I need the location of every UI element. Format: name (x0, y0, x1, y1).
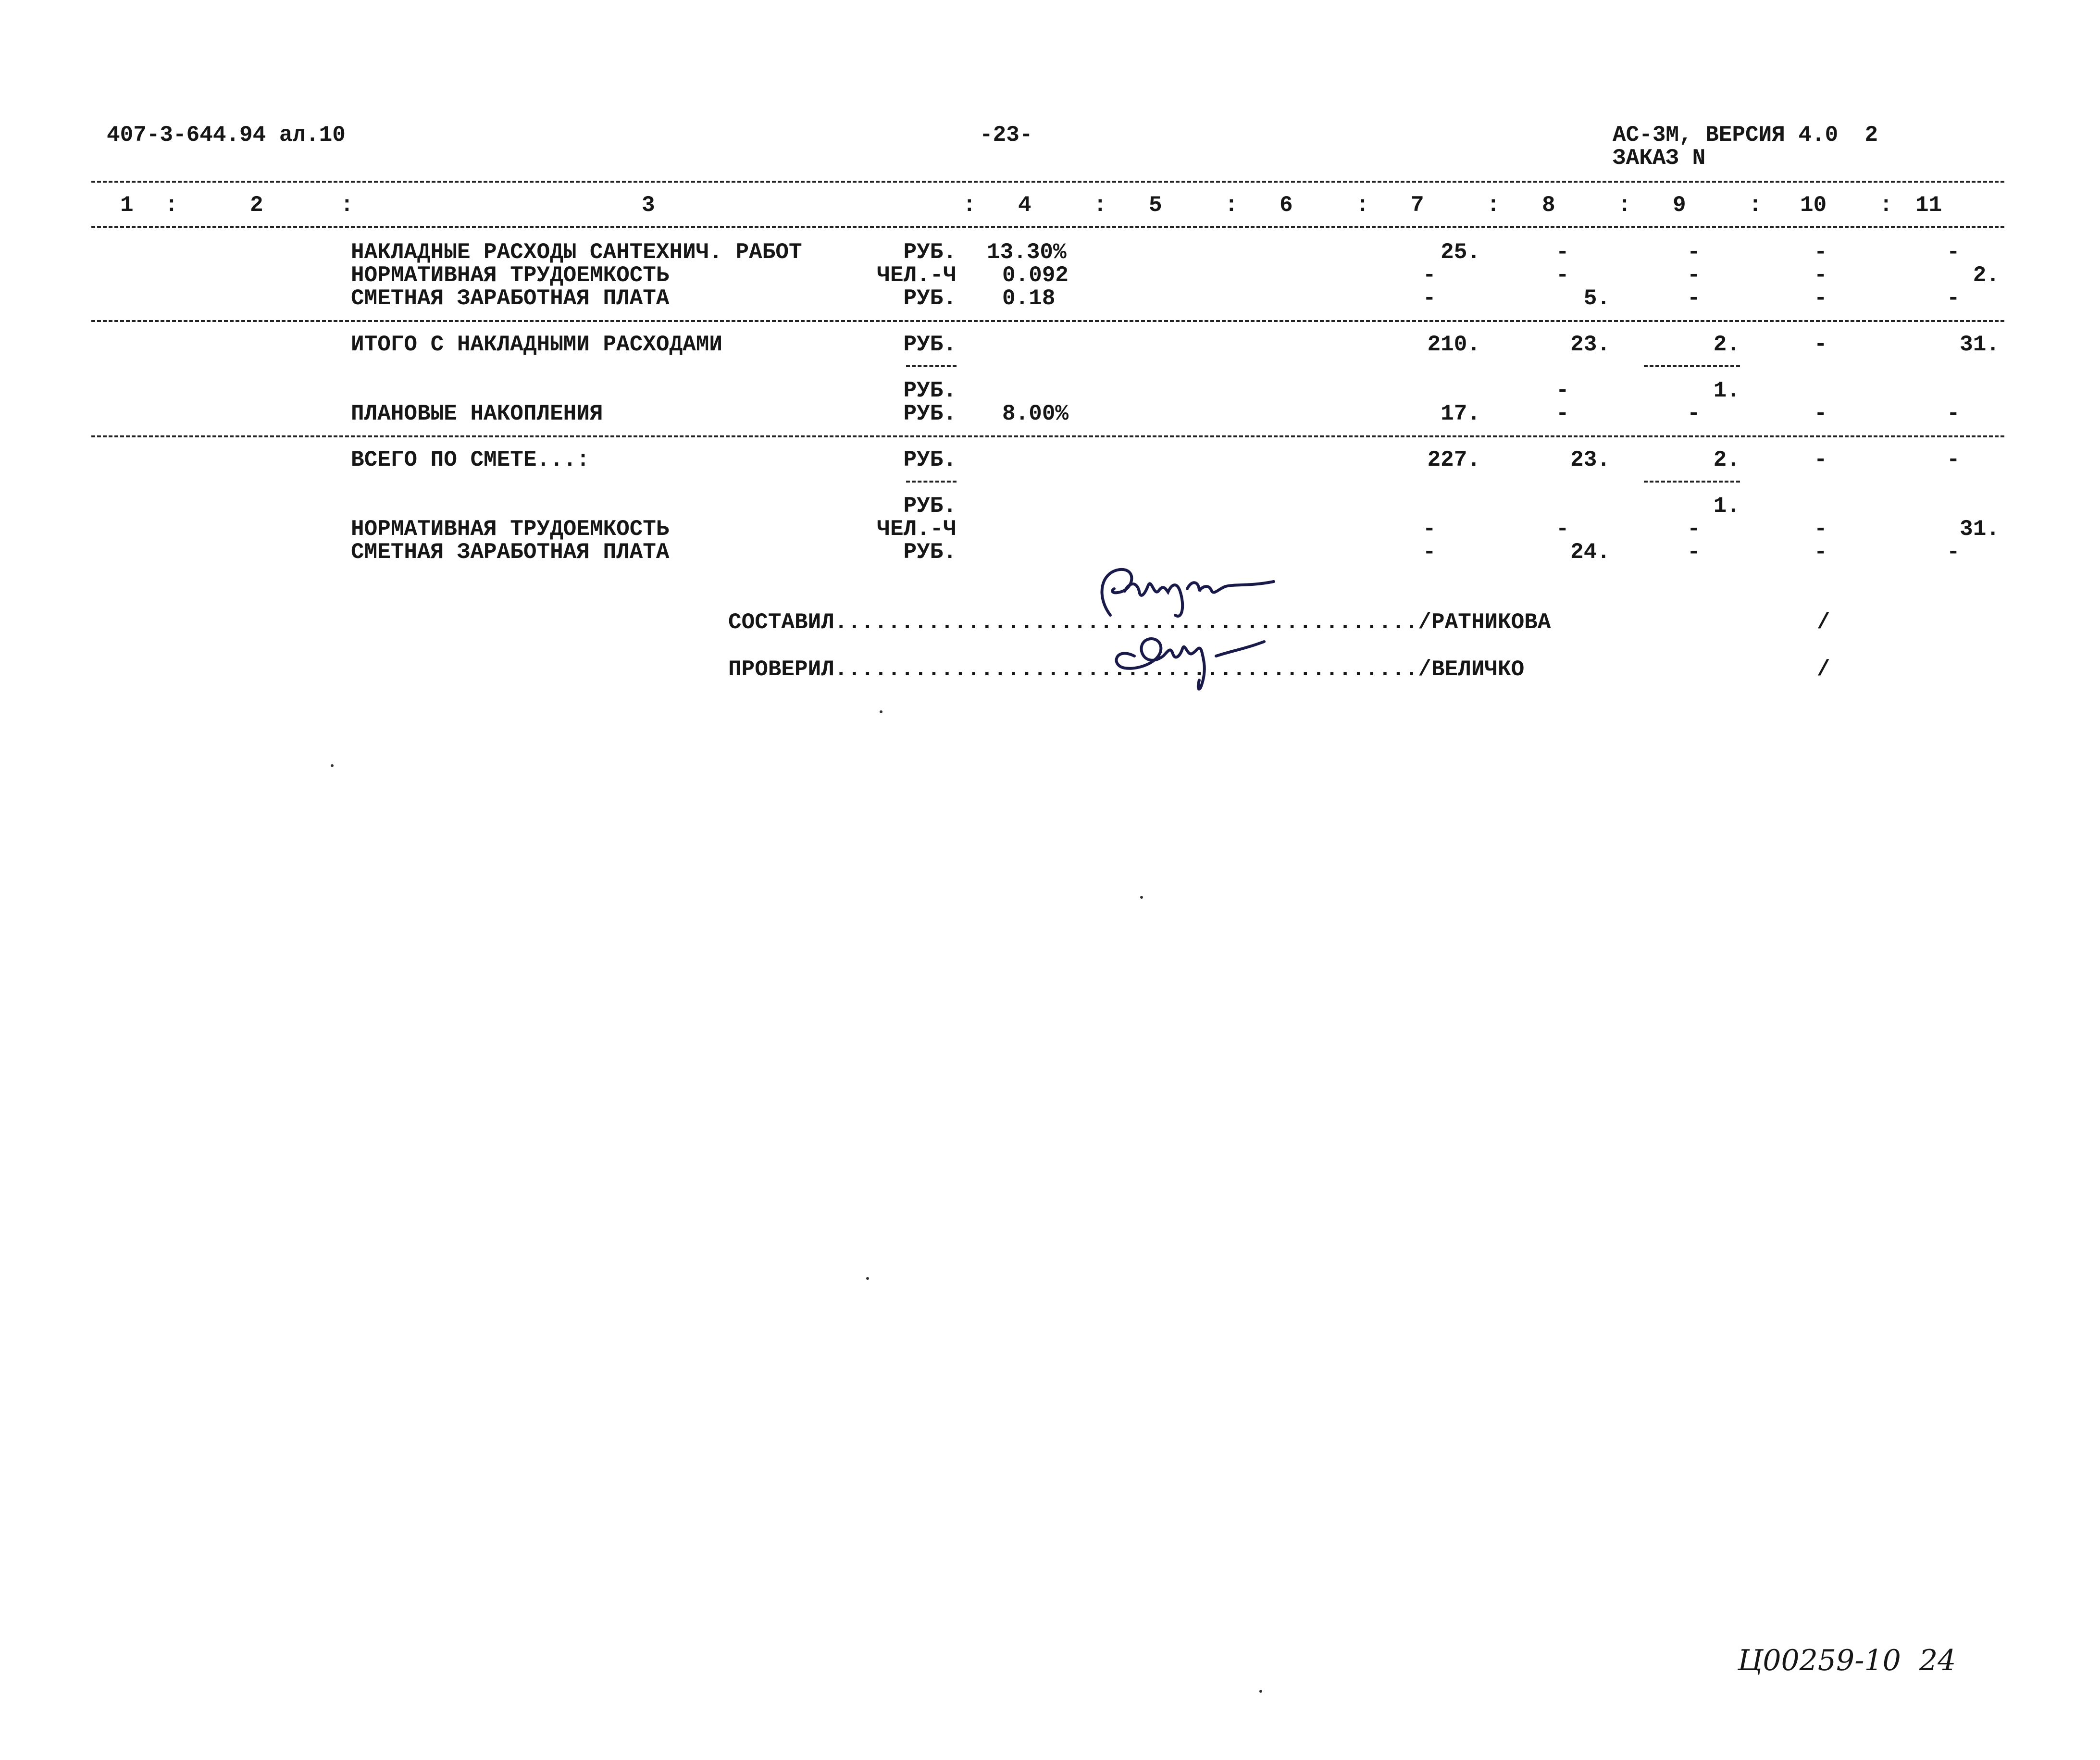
row-name: ИТОГО С НАКЛАДНЫМИ РАСХОДАМИ (351, 332, 722, 357)
cell-col10: - (1814, 286, 1827, 311)
column-header: 5 (1149, 193, 1162, 218)
divider (91, 435, 2004, 437)
speck (331, 764, 334, 767)
column-separator: : (1879, 193, 1893, 218)
cell-col8: 23. (1570, 447, 1610, 472)
cell-col9: - (1687, 263, 1701, 288)
row-norm: 0.092 (1002, 263, 1069, 288)
row-norm: 0.18 (1002, 286, 1056, 311)
column-header: 9 (1673, 193, 1686, 218)
cell-col9: - (1687, 286, 1701, 311)
divider (91, 226, 2004, 228)
composed-by-slash: / (1817, 610, 1830, 635)
cell-col11: - (1947, 447, 1960, 472)
row-name: НОРМАТИВНАЯ ТРУДОЕМКОСТЬ (351, 263, 670, 288)
row-name: ВСЕГО ПО СМЕТЕ...: (351, 447, 590, 472)
checked-by-line: ПРОВЕРИЛ............................................/ВЕЛИЧКО (728, 657, 1525, 682)
column-header: 2 (250, 193, 263, 218)
cell-col11: 31. (1960, 332, 2000, 357)
unit-underline (906, 481, 957, 483)
divider (91, 181, 2004, 183)
cell-col9: - (1687, 517, 1701, 542)
cell-col8: - (1556, 517, 1569, 542)
cell-col11: - (1947, 401, 1960, 426)
cell-col11: - (1947, 286, 1960, 311)
value-underline (1644, 365, 1740, 367)
column-header: 3 (642, 193, 655, 218)
cell-col10: - (1814, 540, 1827, 565)
row-unit: РУБ. (903, 540, 957, 565)
row-norm: 8.00% (1002, 401, 1069, 426)
column-header: 10 (1800, 193, 1827, 218)
cell-col7: - (1423, 263, 1436, 288)
cell-col8: 23. (1570, 332, 1610, 357)
row-unit: ЧЕЛ.-Ч (877, 263, 957, 288)
row-name: НОРМАТИВНАЯ ТРУДОЕМКОСТЬ (351, 517, 670, 542)
cell-col7: 25. (1441, 240, 1480, 265)
column-header: 1 (120, 193, 134, 218)
column-separator: : (1225, 193, 1238, 218)
cell-col7: 17. (1441, 401, 1480, 426)
cell-col9: - (1687, 240, 1701, 265)
column-separator: : (1618, 193, 1631, 218)
unit-underline (906, 365, 957, 367)
cell-col10: - (1814, 332, 1827, 357)
column-header: 7 (1411, 193, 1424, 218)
cell-col9: - (1687, 540, 1701, 565)
signature-ratnikova (1091, 562, 1293, 634)
row-unit: РУБ. (903, 378, 957, 403)
archive-number: Ц00259-10 24 (1738, 1644, 1956, 1677)
row-unit: РУБ. (903, 401, 957, 426)
value-underline (1644, 481, 1740, 483)
column-separator: : (1356, 193, 1369, 218)
row-name: ПЛАНОВЫЕ НАКОПЛЕНИЯ (351, 401, 603, 426)
cell-col10: - (1814, 401, 1827, 426)
cell-col7: - (1423, 286, 1436, 311)
checked-by-slash: / (1817, 657, 1830, 682)
cell-col9: 1. (1713, 494, 1740, 519)
cell-col9: - (1687, 401, 1701, 426)
column-separator: : (165, 193, 178, 218)
column-separator: : (340, 193, 354, 218)
speck (866, 1277, 869, 1280)
cell-col10: - (1814, 263, 1827, 288)
cell-col7: - (1423, 517, 1436, 542)
cell-col9: 2. (1713, 332, 1740, 357)
column-header: 8 (1542, 193, 1555, 218)
cell-col11: - (1947, 240, 1960, 265)
cell-col7: 210. (1427, 332, 1480, 357)
speck (880, 710, 882, 713)
cell-col10: - (1814, 447, 1827, 472)
signature-velichko (1106, 627, 1288, 694)
column-separator: : (1093, 193, 1107, 218)
cell-col7: 227. (1427, 447, 1480, 472)
cell-col8: - (1556, 263, 1569, 288)
cell-col8: 5. (1583, 286, 1610, 311)
row-norm: 13.30% (987, 240, 1067, 265)
divider (91, 320, 2004, 322)
program-version: АС-3М, ВЕРСИЯ 4.0 2 (1613, 123, 1878, 148)
speck (1140, 896, 1143, 899)
order-number: ЗАКАЗ N (1613, 146, 1706, 171)
row-name: СМЕТНАЯ ЗАРАБОТНАЯ ПЛАТА (351, 286, 670, 311)
page-number: -23- (980, 123, 1033, 148)
row-name: СМЕТНАЯ ЗАРАБОТНАЯ ПЛАТА (351, 540, 670, 565)
cell-col8: - (1556, 401, 1569, 426)
speck (1259, 1690, 1262, 1693)
cell-col11: - (1947, 540, 1960, 565)
row-unit: РУБ. (903, 332, 957, 357)
row-unit: РУБ. (903, 286, 957, 311)
column-separator: : (963, 193, 976, 218)
row-unit: ЧЕЛ.-Ч (877, 517, 957, 542)
row-unit: РУБ. (903, 494, 957, 519)
cell-col7: - (1423, 540, 1436, 565)
cell-col8: 24. (1570, 540, 1610, 565)
column-separator: : (1487, 193, 1500, 218)
column-header: 11 (1915, 193, 1942, 218)
row-unit: РУБ. (903, 240, 957, 265)
cell-col10: - (1814, 240, 1827, 265)
cell-col11: 31. (1960, 517, 2000, 542)
composed-by-line: СОСТАВИЛ............................................/РАТНИКОВА (728, 610, 1551, 635)
cell-col10: - (1814, 517, 1827, 542)
column-header: 6 (1280, 193, 1293, 218)
row-unit: РУБ. (903, 447, 957, 472)
cell-col9: 1. (1713, 378, 1740, 403)
cell-col8: - (1556, 240, 1569, 265)
column-separator: : (1749, 193, 1762, 218)
row-name: НАКЛАДНЫЕ РАСХОДЫ САНТЕХНИЧ. РАБОТ (351, 240, 802, 265)
cell-col8: - (1556, 378, 1569, 403)
cell-col11: 2. (1973, 263, 2000, 288)
cell-col9: 2. (1713, 447, 1740, 472)
column-header: 4 (1018, 193, 1031, 218)
document-code: 407-3-644.94 ал.10 (107, 123, 346, 148)
